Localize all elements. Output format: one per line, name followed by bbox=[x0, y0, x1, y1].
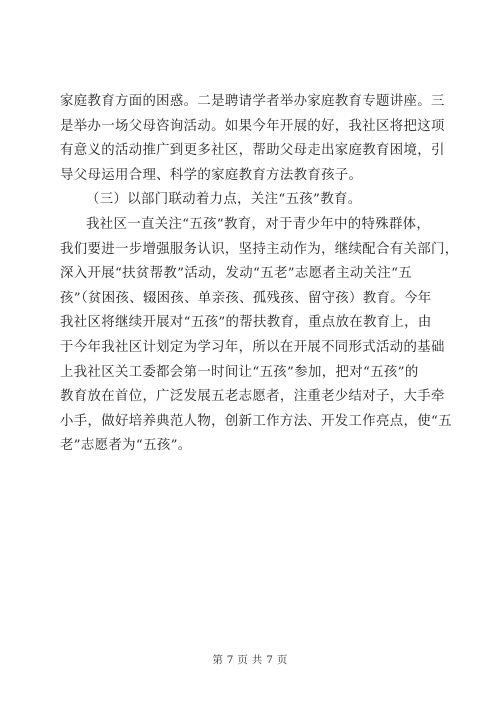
paragraph-line: 教育放在首位，广泛发展五老志愿者，注重老少结对子，大手牵 bbox=[60, 389, 445, 405]
page-number-footer: 第 7 页 共 7 页 bbox=[212, 654, 288, 666]
paragraph-line: 老”志愿者为“五孩”。 bbox=[60, 438, 192, 454]
paragraph-line: 孩”（贫困孩、辍困孩、单亲孩、孤残孩、留守孩）教育。今年 bbox=[60, 290, 432, 306]
paragraph-line: 导父母运用合理、科学的家庭教育方法教育孩子。 bbox=[60, 167, 363, 183]
paragraph-line: 我社区将继续开展对“五孩”的帮扶教育，重点放在教育上，由 bbox=[60, 315, 432, 331]
paragraph-line: 家庭教育方面的困惑。二是聘请学者举办家庭教育专题讲座。三 bbox=[60, 94, 445, 109]
paragraph-line: 上我社区关工委都会第一时间让“五孩”参加，把对“五孩”的 bbox=[60, 364, 419, 380]
paragraph-line: 我社区一直关注“五孩”教育，对于青少年中的特殊群体， bbox=[86, 216, 431, 232]
paragraph-line: 我们要进一步增强服务认识，坚持主动作为，继续配合有关部门， bbox=[60, 241, 459, 257]
paragraph-line: 深入开展“扶贫帮教”活动，发动“五老”志愿者主动关注“五 bbox=[60, 266, 413, 282]
document-body bbox=[60, 90, 459, 459]
paragraph-line: 小手，做好培养典范人物，创新工作方法、开发工作亮点，使“五 bbox=[60, 413, 452, 429]
section-heading: （三）以部门联动着力点，关注“五孩”教育。 bbox=[86, 192, 362, 208]
paragraph-line: 有意义的活动推广到更多社区，帮助父母走出家庭教育困境，引 bbox=[60, 143, 445, 159]
paragraph-line: 是举办一场父母咨询活动。如果今年开展的好，我社区将把这项 bbox=[60, 118, 445, 134]
paragraph-line: 于今年我社区计划定为学习年，所以在开展不同形式活动的基础 bbox=[60, 339, 445, 355]
